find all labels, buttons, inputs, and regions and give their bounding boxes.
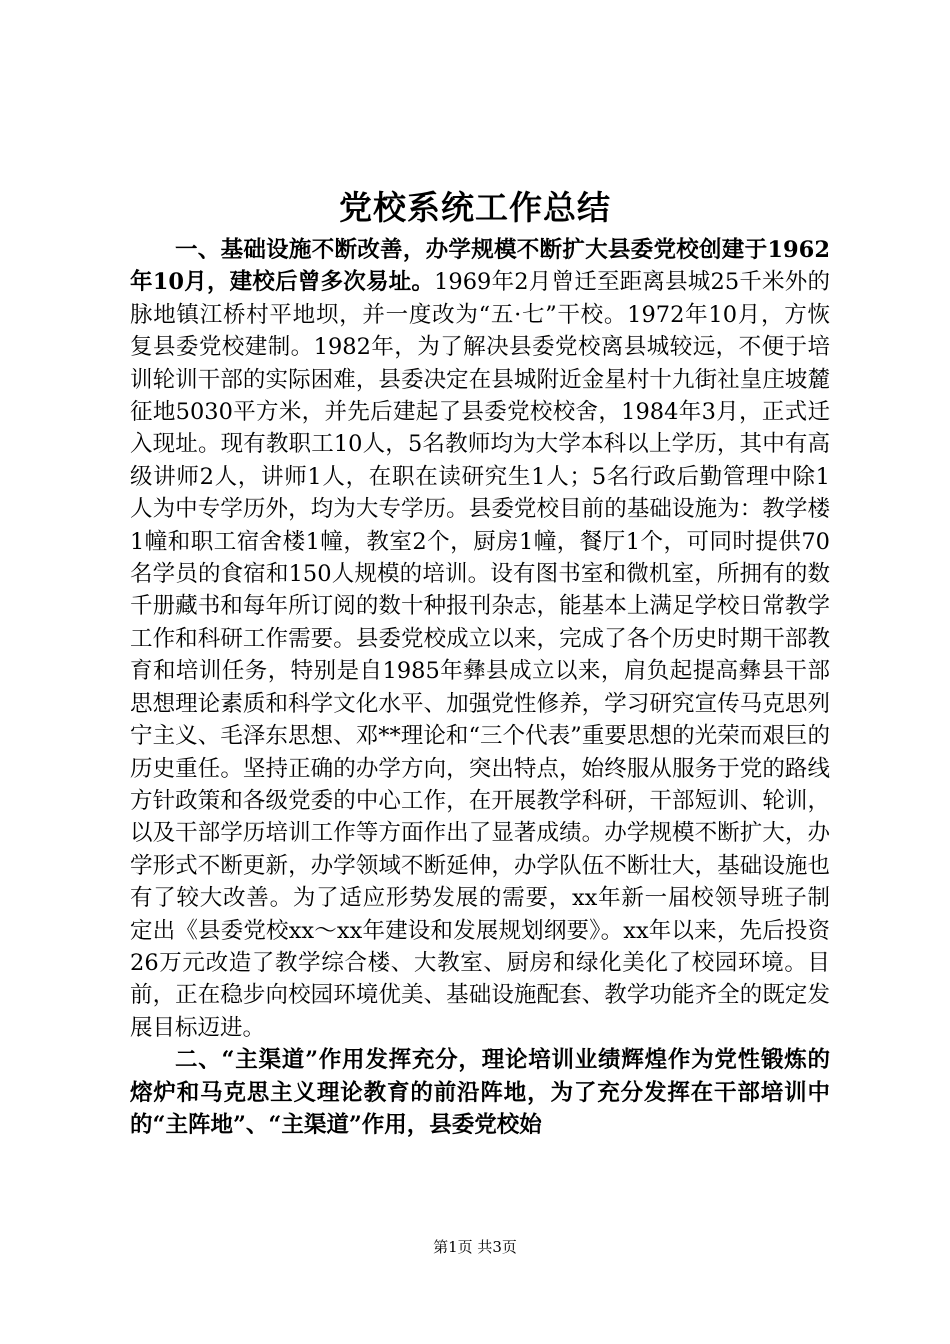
document-body [130, 234, 830, 1141]
paragraph-2-heading: 二、“主渠道”作用发挥充分，理论培训业绩辉煌作为党性锻炼的熔炉和马克思主义理论教育的前沿阵地，为了充分发挥在干部培训中的“主阵地”、“主渠道”作用，县委党校始 [130, 1047, 830, 1138]
document-title: 党校系统工作总结 [339, 188, 611, 227]
paragraph-1-heading: 一、基础设施不断改善，办学规模不断扩大县委党校创建于1962年10月，建校后曾多次易址。 [130, 237, 830, 296]
paragraph-1-text: 1969年2月曾迁至距离县城25千米外的脉地镇江桥村平地坝，并一度改为“五·七”干校。1972年10月，方恢复县委党校建制。1982年，为了解决县委党校离县城较远，不便于培训轮训干部的实际困难，县委决定在县城附近金星村十九街社皇庄坡麓征地5030平方米，并先后建起了县委党校校舍，1984年3月，正式迁入现址。现有教职工10人，5名教师均为大学本科以上学历，其中有高级讲师2人，讲师1人，在职在读研究生1人；5名行政后勤管理中除1人为中专学历外，均为大专学历。县委党校目前的基础设施为：教学楼1幢和职工宿舍楼1幢，教室2个，厨房1幢，餐厅1个，可同时提供70名学员的食宿和150人规模的培训。设有图书室和微机室，所拥有的数千册藏书和每年所订阅的数十种报刊杂志，能基本上满足学校日常教学工作和科研工作需要。县委党校成立以来，完成了各个历史时期干部教育和培训任务，特别是自1985年彝县成立以来，肩负起提高彝县干部思想理论素质和科学文化水平、加强党性修养，学习研究宣传马克思列宁主义、毛泽东思想、邓**理论和“三个代表”重要思想的光荣而艰巨的历史重任。坚持正确的办学方向，突出特点，始终服从服务于党的路线方针政策和各级党委的中心工作，在开展教学科研，干部短训、轮训，以及干部学历培训工作等方面作出了显著成绩。办学规模不断扩大，办学形式不断更新，办学领域不断延伸，办学队伍不断壮大，基础设施也有了较大改善。为了适应形势发展的需要，xx年新一届校领导班子制定出《县委党校xx～xx年建设和发展规划纲要》。xx年以来，先后投资26万元改造了教学综合楼、大教室、厨房和绿化美化了校园环境。目前，正在稳步向校园环境优美、基础设施配套、教学功能齐全的既定发展目标迈进。 [130, 269, 830, 1041]
paragraph-1 [130, 234, 830, 1044]
paragraph-2 [130, 1044, 830, 1141]
page-number-footer: 第1页 共3页 [433, 1238, 517, 1256]
